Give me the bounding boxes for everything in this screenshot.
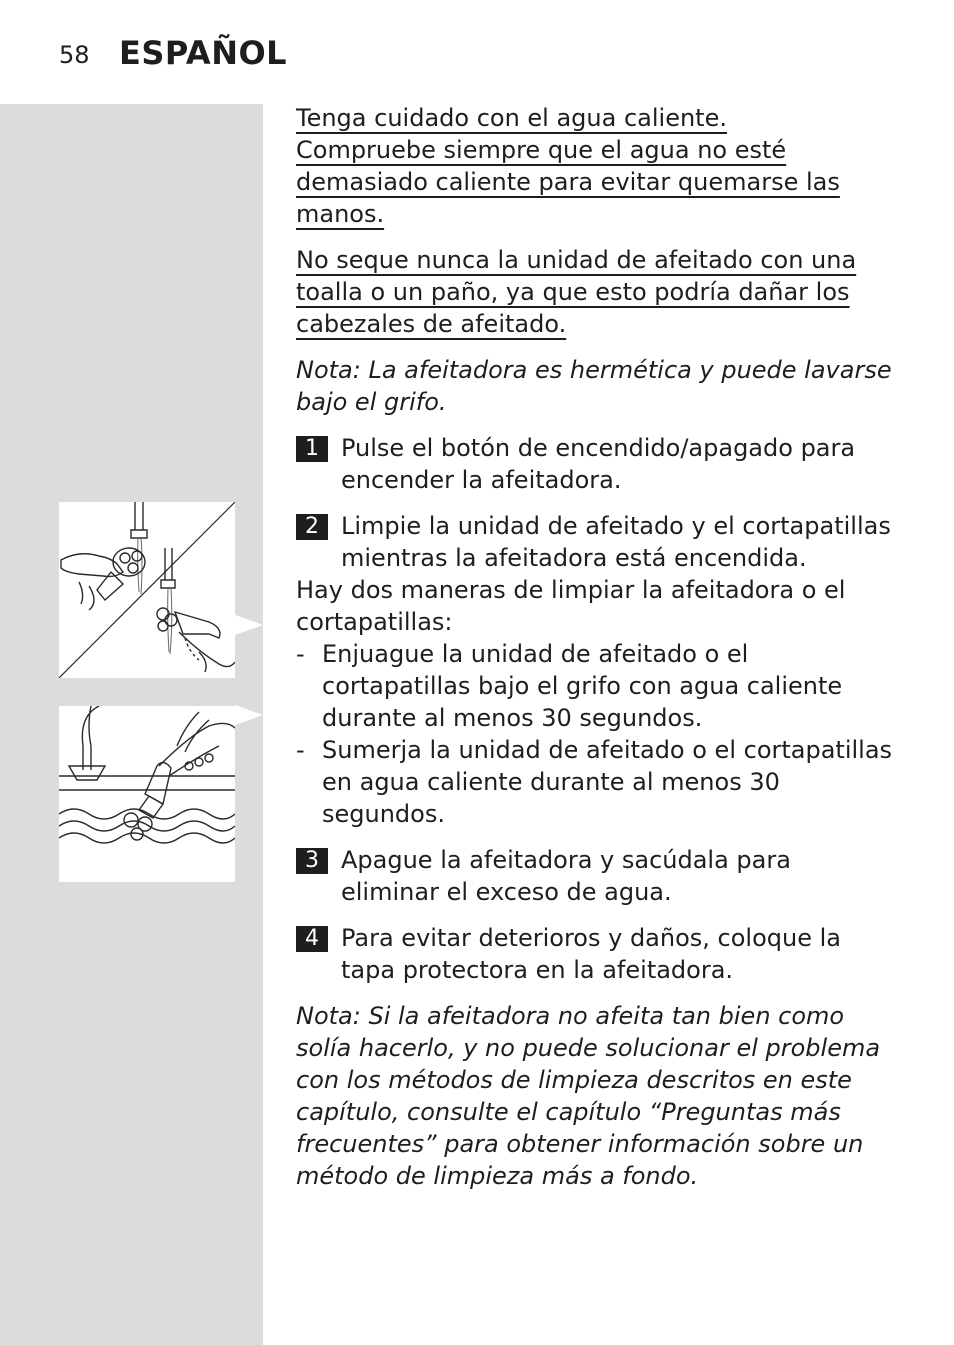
note-waterproof: Nota: La afeitadora es hermética y puede lavarse bajo el grifo. (296, 356, 892, 416)
bullet-dash: - (296, 736, 305, 764)
step-number-badge: 2 (296, 514, 328, 540)
main-content (296, 102, 896, 1206)
note-cleaning: Nota: Si la afeitadora no afeita tan bien como solía hacerlo, y no puede solucionar el problema con los métodos de limpieza descritos en este capítulo, consulte el capítulo “Preguntas más frecuentes” para obtener información sobre un método de limpieza más a fondo. (296, 1002, 881, 1190)
section-title: ESPAÑOL (119, 34, 288, 72)
step-1 (296, 432, 896, 496)
step-number-badge: 4 (296, 926, 328, 952)
page-number: 58 (59, 41, 90, 69)
bullet-text: Sumerja la unidad de afeitado o el cortapatillas en agua caliente durante al menos 30 segundos. (322, 736, 893, 828)
step-3 (296, 844, 896, 908)
figure-pointer (235, 615, 263, 635)
list-item (296, 734, 896, 830)
step-2-intro: Hay dos maneras de limpiar la afeitadora o el cortapatillas: (296, 576, 846, 636)
step-number-badge: 1 (296, 436, 328, 462)
list-item (296, 638, 896, 734)
step-text: Para evitar deterioros y daños, coloque la tapa protectora en la afeitadora. (341, 924, 841, 984)
step-text: Limpie la unidad de afeitado y el cortapatillas mientras la afeitadora está encendida. (341, 512, 891, 572)
rinse-under-tap-illustration (59, 502, 235, 678)
step-4 (296, 922, 896, 986)
bullet-dash: - (296, 640, 305, 668)
step-2 (296, 510, 896, 574)
step-text: Pulse el botón de encendido/apagado para encender la afeitadora. (341, 434, 856, 494)
figure-pointer (235, 705, 263, 725)
immerse-in-water-illustration (59, 706, 235, 882)
step-text: Apague la afeitadora y sacúdala para eliminar el exceso de agua. (341, 846, 791, 906)
warning-no-towel: No seque nunca la unidad de afeitado con una toalla o un paño, ya que esto podría dañar los cabezales de afeitado. (296, 246, 857, 338)
warning-hot-water: Tenga cuidado con el agua caliente. Compruebe siempre que el agua no esté demasiado caliente para evitar quemarse las manos. (296, 104, 840, 228)
step-number-badge: 3 (296, 848, 328, 874)
bullet-text: Enjuague la unidad de afeitado o el cortapatillas bajo el grifo con agua caliente durante al menos 30 segundos. (322, 640, 843, 732)
